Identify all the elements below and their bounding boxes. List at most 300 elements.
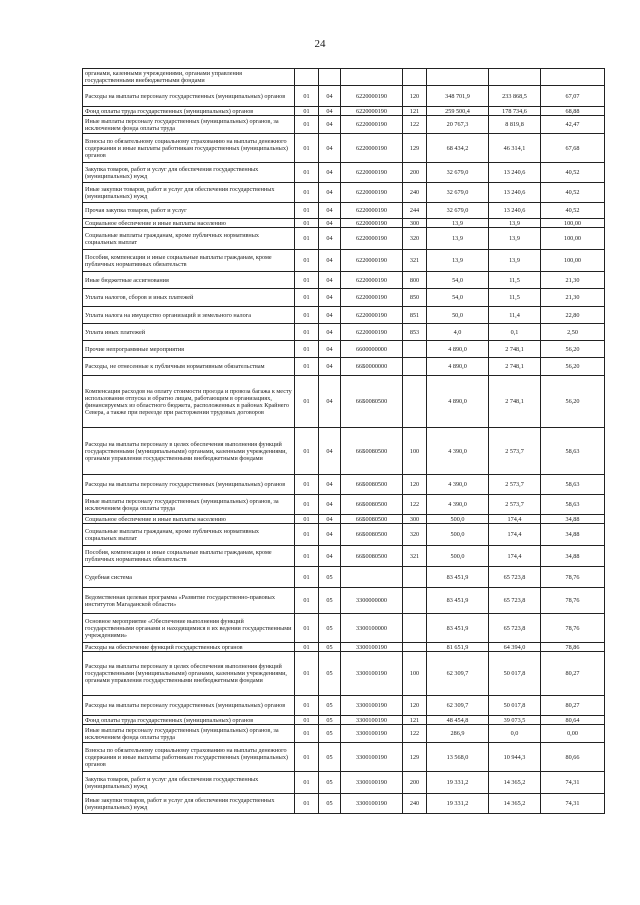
row-percent: 100,00	[541, 250, 605, 272]
row-approved: 348 701,9	[427, 86, 489, 107]
row-expense-type: 200	[403, 772, 427, 794]
row-executed: 65 723,8	[489, 614, 541, 643]
row-approved: 62 309,7	[427, 652, 489, 696]
row-executed: 13,9	[489, 250, 541, 272]
row-percent: 56,20	[541, 341, 605, 358]
row-subsection: 04	[319, 86, 341, 107]
table-row	[83, 716, 605, 725]
row-percent: 34,88	[541, 546, 605, 567]
row-section	[295, 69, 319, 86]
row-target-article: 66Б0080500	[341, 524, 403, 546]
table-row	[83, 183, 605, 203]
row-subsection: 05	[319, 794, 341, 814]
row-percent: 74,31	[541, 772, 605, 794]
table-row	[83, 588, 605, 614]
row-expense-type	[403, 643, 427, 652]
row-percent: 2,50	[541, 324, 605, 341]
row-target-article: 66Б0080500	[341, 475, 403, 495]
row-subsection: 05	[319, 588, 341, 614]
row-executed: 2 748,1	[489, 358, 541, 376]
row-percent: 56,20	[541, 376, 605, 428]
row-section: 01	[295, 289, 319, 307]
table-row	[83, 86, 605, 107]
row-expense-type: 851	[403, 307, 427, 324]
row-executed: 50 017,8	[489, 652, 541, 696]
row-approved: 13,9	[427, 219, 489, 228]
row-subsection: 05	[319, 643, 341, 652]
row-subsection: 04	[319, 272, 341, 289]
row-section: 01	[295, 272, 319, 289]
row-target-article: 66Б0080500	[341, 376, 403, 428]
row-approved: 13 568,0	[427, 743, 489, 772]
row-target-article: 6220000190	[341, 219, 403, 228]
row-section: 01	[295, 163, 319, 183]
table-row	[83, 743, 605, 772]
row-expense-type: 240	[403, 794, 427, 814]
row-executed: 50 017,8	[489, 696, 541, 716]
row-subsection: 04	[319, 546, 341, 567]
row-percent: 0,00	[541, 725, 605, 743]
row-expense-type: 122	[403, 495, 427, 515]
row-executed: 2 573,7	[489, 495, 541, 515]
table-row	[83, 289, 605, 307]
row-section: 01	[295, 515, 319, 524]
row-approved: 54,0	[427, 289, 489, 307]
row-section: 01	[295, 219, 319, 228]
row-target-article: 6220000190	[341, 203, 403, 219]
row-approved: 83 451,9	[427, 567, 489, 588]
row-target-article: 3300100190	[341, 652, 403, 696]
row-executed: 14 365,2	[489, 794, 541, 814]
row-executed: 14 365,2	[489, 772, 541, 794]
table-row	[83, 376, 605, 428]
row-subsection: 04	[319, 134, 341, 163]
row-approved: 4 890,0	[427, 376, 489, 428]
row-approved	[427, 69, 489, 86]
row-name: Иные выплаты персоналу государственных (муниципальных) органов, за исключением фонда оплаты труда	[83, 495, 295, 515]
row-section: 01	[295, 203, 319, 219]
row-expense-type	[403, 567, 427, 588]
row-executed: 13 240,6	[489, 163, 541, 183]
row-subsection: 04	[319, 324, 341, 341]
row-approved: 48 454,8	[427, 716, 489, 725]
row-expense-type	[403, 588, 427, 614]
table-row	[83, 250, 605, 272]
row-name: Компенсация расходов на оплату стоимости проезда и провоза багажа к месту использования отпуска и обратно лицам, работающим в организациях, финансируемых из областного бюджета, расположенных в районах Крайнего Севера, а также при переезде при расторжении трудовых договоров	[83, 376, 295, 428]
row-subsection: 04	[319, 515, 341, 524]
row-percent: 22,80	[541, 307, 605, 324]
row-name: Закупка товаров, работ и услуг для обеспечения государственных (муниципальных) нужд	[83, 163, 295, 183]
row-name: Иные выплаты персоналу государственных (муниципальных) органов, за исключением фонда оплаты труда	[83, 725, 295, 743]
row-expense-type: 300	[403, 515, 427, 524]
row-percent: 68,88	[541, 107, 605, 116]
row-expense-type: 100	[403, 652, 427, 696]
row-expense-type: 120	[403, 475, 427, 495]
row-section: 01	[295, 794, 319, 814]
row-expense-type: 122	[403, 725, 427, 743]
row-name: Расходы на выплаты персоналу государственных (муниципальных) органов	[83, 696, 295, 716]
row-name: Прочие непрограммные мероприятия	[83, 341, 295, 358]
table-row	[83, 358, 605, 376]
row-approved: 4 390,0	[427, 475, 489, 495]
row-subsection: 05	[319, 772, 341, 794]
row-name: Расходы на выплаты персоналу в целях обеспечения выполнения функций государственными (муниципальными) органами, казенными учреждениями, органами управления государственными внебюджетными фондами	[83, 428, 295, 475]
row-name: Расходы на выплаты персоналу государственных (муниципальных) органов	[83, 475, 295, 495]
row-section: 01	[295, 546, 319, 567]
table-row	[83, 495, 605, 515]
row-section: 01	[295, 107, 319, 116]
row-name: Закупка товаров, работ и услуг для обеспечения государственных (муниципальных) нужд	[83, 772, 295, 794]
row-approved: 259 500,4	[427, 107, 489, 116]
row-name: Расходы на обеспечение функций государственных органов	[83, 643, 295, 652]
row-section: 01	[295, 228, 319, 250]
row-subsection: 04	[319, 289, 341, 307]
row-target-article: 3300100190	[341, 725, 403, 743]
row-name: Расходы на выплаты персоналу в целях обеспечения выполнения функций государственными (муниципальными) органами, казенными учреждениями, органами управления государственными внебюджетными фондами	[83, 652, 295, 696]
row-approved: 13,9	[427, 228, 489, 250]
row-section: 01	[295, 524, 319, 546]
row-approved: 32 679,0	[427, 203, 489, 219]
row-executed: 2 748,1	[489, 376, 541, 428]
row-name: Судебная система	[83, 567, 295, 588]
row-percent: 40,52	[541, 163, 605, 183]
row-target-article: 66Б0080500	[341, 515, 403, 524]
row-subsection: 04	[319, 307, 341, 324]
row-section: 01	[295, 116, 319, 134]
row-section: 01	[295, 358, 319, 376]
row-expense-type: 320	[403, 228, 427, 250]
row-expense-type	[403, 376, 427, 428]
row-target-article: 66Б0000000	[341, 358, 403, 376]
table-row	[83, 116, 605, 134]
row-subsection: 04	[319, 376, 341, 428]
row-subsection: 04	[319, 183, 341, 203]
row-expense-type: 244	[403, 203, 427, 219]
row-executed: 2 748,1	[489, 341, 541, 358]
row-executed: 13,9	[489, 228, 541, 250]
row-target-article: 3300100190	[341, 696, 403, 716]
row-approved: 4,0	[427, 324, 489, 341]
row-approved: 32 679,0	[427, 183, 489, 203]
row-expense-type: 321	[403, 250, 427, 272]
row-expense-type	[403, 614, 427, 643]
row-approved: 500,0	[427, 524, 489, 546]
table-row	[83, 69, 605, 86]
table-row	[83, 725, 605, 743]
row-expense-type: 129	[403, 134, 427, 163]
row-name: Пособия, компенсации и иные социальные выплаты гражданам, кроме публичных нормативных обязательств	[83, 250, 295, 272]
row-approved: 68 434,2	[427, 134, 489, 163]
row-target-article: 6220000190	[341, 134, 403, 163]
table-row	[83, 515, 605, 524]
table-row	[83, 228, 605, 250]
row-name: Расходы на выплаты персоналу государственных (муниципальных) органов	[83, 86, 295, 107]
row-target-article: 6220000190	[341, 307, 403, 324]
row-section: 01	[295, 475, 319, 495]
row-executed: 233 868,5	[489, 86, 541, 107]
row-percent: 100,00	[541, 219, 605, 228]
row-executed: 65 723,8	[489, 588, 541, 614]
row-target-article: 3300100190	[341, 743, 403, 772]
table-row	[83, 696, 605, 716]
row-expense-type: 850	[403, 289, 427, 307]
table-row	[83, 134, 605, 163]
row-section: 01	[295, 341, 319, 358]
row-section: 01	[295, 696, 319, 716]
table-row	[83, 163, 605, 183]
row-expense-type: 853	[403, 324, 427, 341]
row-subsection: 05	[319, 614, 341, 643]
row-section: 01	[295, 743, 319, 772]
row-section: 01	[295, 376, 319, 428]
row-approved: 62 309,7	[427, 696, 489, 716]
row-subsection: 04	[319, 524, 341, 546]
row-percent: 40,52	[541, 203, 605, 219]
row-subsection: 05	[319, 652, 341, 696]
table-row	[83, 567, 605, 588]
row-executed: 13 240,6	[489, 183, 541, 203]
row-name: Фонд оплаты труда государственных (муниципальных) органов	[83, 107, 295, 116]
row-target-article	[341, 567, 403, 588]
row-approved: 500,0	[427, 546, 489, 567]
row-section: 01	[295, 250, 319, 272]
row-section: 01	[295, 428, 319, 475]
row-name: Иные бюджетные ассигнования	[83, 272, 295, 289]
row-name: Уплата иных платежей	[83, 324, 295, 341]
row-section: 01	[295, 134, 319, 163]
row-name: Расходы, не отнесенные к публичным нормативным обязательствам	[83, 358, 295, 376]
table-row	[83, 219, 605, 228]
row-percent: 21,30	[541, 289, 605, 307]
row-target-article: 3300100000	[341, 614, 403, 643]
row-subsection	[319, 69, 341, 86]
row-name: Прочая закупка товаров, работ и услуг	[83, 203, 295, 219]
row-target-article: 6220000190	[341, 183, 403, 203]
row-executed: 13,9	[489, 219, 541, 228]
row-executed: 178 734,6	[489, 107, 541, 116]
row-subsection: 04	[319, 116, 341, 134]
row-expense-type: 300	[403, 219, 427, 228]
row-section: 01	[295, 324, 319, 341]
row-executed: 11,4	[489, 307, 541, 324]
row-name: Ведомственная целевая программа «Развитие государственно-правовых институтов Магаданской области»	[83, 588, 295, 614]
table-body	[83, 69, 605, 814]
row-target-article: 6220000190	[341, 289, 403, 307]
row-target-article: 6220000190	[341, 228, 403, 250]
row-subsection: 04	[319, 475, 341, 495]
table-row	[83, 794, 605, 814]
row-percent: 42,47	[541, 116, 605, 134]
row-section: 01	[295, 614, 319, 643]
row-percent: 78,86	[541, 643, 605, 652]
row-executed: 10 944,3	[489, 743, 541, 772]
row-expense-type: 129	[403, 743, 427, 772]
row-percent	[541, 69, 605, 86]
row-expense-type: 122	[403, 116, 427, 134]
row-approved: 54,0	[427, 272, 489, 289]
row-percent: 21,30	[541, 272, 605, 289]
row-approved: 20 767,3	[427, 116, 489, 134]
row-target-article: 6220000190	[341, 272, 403, 289]
row-percent: 78,76	[541, 567, 605, 588]
row-approved: 81 651,9	[427, 643, 489, 652]
row-approved: 19 331,2	[427, 772, 489, 794]
row-name: Иные закупки товаров, работ и услуг для обеспечения государственных (муниципальных) нужд	[83, 183, 295, 203]
row-percent: 34,88	[541, 515, 605, 524]
row-name: Иные закупки товаров, работ и услуг для обеспечения государственных (муниципальных) нужд	[83, 794, 295, 814]
table-row	[83, 652, 605, 696]
row-subsection: 05	[319, 696, 341, 716]
row-target-article: 3300100190	[341, 794, 403, 814]
row-percent: 58,63	[541, 475, 605, 495]
row-target-article: 6220000190	[341, 324, 403, 341]
row-executed: 174,4	[489, 515, 541, 524]
row-executed: 65 723,8	[489, 567, 541, 588]
row-section: 01	[295, 716, 319, 725]
row-name: Взносы по обязательному социальному страхованию на выплаты денежного содержания и иные выплаты работникам государственных (муниципальных) органов	[83, 134, 295, 163]
table-row	[83, 107, 605, 116]
row-executed: 0,0	[489, 725, 541, 743]
row-subsection: 05	[319, 716, 341, 725]
row-target-article: 6600000000	[341, 341, 403, 358]
page-number: 24	[314, 38, 326, 50]
row-expense-type: 321	[403, 546, 427, 567]
table-row	[83, 272, 605, 289]
row-executed: 11,5	[489, 289, 541, 307]
row-approved: 13,9	[427, 250, 489, 272]
table-row	[83, 524, 605, 546]
row-name: органами, казенными учреждениями, органами управления государственными внебюджетными фондами	[83, 69, 295, 86]
row-approved: 4 390,0	[427, 428, 489, 475]
row-name: Социальные выплаты гражданам, кроме публичных нормативных социальных выплат	[83, 228, 295, 250]
row-percent: 58,63	[541, 428, 605, 475]
row-approved: 500,0	[427, 515, 489, 524]
row-target-article: 6220000190	[341, 250, 403, 272]
row-percent: 80,64	[541, 716, 605, 725]
row-name: Иные выплаты персоналу государственных (муниципальных) органов, за исключением фонда оплаты труда	[83, 116, 295, 134]
row-executed: 2 573,7	[489, 475, 541, 495]
table-row	[83, 341, 605, 358]
row-percent: 78,76	[541, 614, 605, 643]
row-subsection: 05	[319, 725, 341, 743]
row-target-article: 66Б0080500	[341, 428, 403, 475]
row-percent: 40,52	[541, 183, 605, 203]
row-executed: 39 073,5	[489, 716, 541, 725]
row-expense-type: 200	[403, 163, 427, 183]
row-target-article: 3300100190	[341, 716, 403, 725]
row-section: 01	[295, 86, 319, 107]
row-expense-type	[403, 358, 427, 376]
row-percent: 34,88	[541, 524, 605, 546]
row-executed: 13 240,6	[489, 203, 541, 219]
row-subsection: 04	[319, 203, 341, 219]
row-percent: 80,27	[541, 696, 605, 716]
row-expense-type: 100	[403, 428, 427, 475]
row-approved: 83 451,9	[427, 614, 489, 643]
row-section: 01	[295, 772, 319, 794]
row-target-article: 6220000190	[341, 86, 403, 107]
row-subsection: 04	[319, 495, 341, 515]
row-executed: 0,1	[489, 324, 541, 341]
row-section: 01	[295, 495, 319, 515]
row-expense-type: 120	[403, 86, 427, 107]
row-subsection: 04	[319, 341, 341, 358]
row-target-article: 66Б0080500	[341, 546, 403, 567]
row-name: Социальное обеспечение и иные выплаты населению	[83, 515, 295, 524]
row-approved: 4 890,0	[427, 341, 489, 358]
row-expense-type	[403, 341, 427, 358]
table-row	[83, 428, 605, 475]
row-target-article: 66Б0080500	[341, 495, 403, 515]
row-expense-type	[403, 69, 427, 86]
row-target-article	[341, 69, 403, 86]
row-executed: 8 819,8	[489, 116, 541, 134]
row-expense-type: 240	[403, 183, 427, 203]
row-name: Уплата налогов, сборов и иных платежей	[83, 289, 295, 307]
row-percent: 58,63	[541, 495, 605, 515]
row-percent: 67,07	[541, 86, 605, 107]
row-section: 01	[295, 652, 319, 696]
row-subsection: 05	[319, 567, 341, 588]
row-target-article: 3300000000	[341, 588, 403, 614]
table-row	[83, 643, 605, 652]
row-executed: 174,4	[489, 546, 541, 567]
row-name: Взносы по обязательному социальному страхованию на выплаты денежного содержания и иные выплаты работникам государственных (муниципальных) органов	[83, 743, 295, 772]
row-name: Социальные выплаты гражданам, кроме публичных нормативных социальных выплат	[83, 524, 295, 546]
row-approved: 4 390,0	[427, 495, 489, 515]
row-section: 01	[295, 307, 319, 324]
row-target-article: 6220000190	[341, 163, 403, 183]
row-subsection: 04	[319, 358, 341, 376]
row-approved: 286,9	[427, 725, 489, 743]
row-target-article: 6220000190	[341, 107, 403, 116]
row-subsection: 04	[319, 428, 341, 475]
row-executed: 174,4	[489, 524, 541, 546]
row-expense-type: 320	[403, 524, 427, 546]
row-approved: 50,0	[427, 307, 489, 324]
row-approved: 83 451,9	[427, 588, 489, 614]
table-row	[83, 307, 605, 324]
row-name: Фонд оплаты труда государственных (муниципальных) органов	[83, 716, 295, 725]
row-name: Пособия, компенсации и иные социальные выплаты гражданам, кроме публичных нормативных обязательств	[83, 546, 295, 567]
row-subsection: 04	[319, 228, 341, 250]
row-name: Основное мероприятие «Обеспечение выполнения функций государственными органами и находящимися в их ведении государственными учреждениями»	[83, 614, 295, 643]
table-row	[83, 614, 605, 643]
row-percent: 78,76	[541, 588, 605, 614]
table-row	[83, 324, 605, 341]
row-section: 01	[295, 588, 319, 614]
row-target-article: 3300100190	[341, 643, 403, 652]
row-approved: 4 890,0	[427, 358, 489, 376]
table-row	[83, 772, 605, 794]
row-subsection: 04	[319, 219, 341, 228]
row-executed	[489, 69, 541, 86]
row-executed: 2 573,7	[489, 428, 541, 475]
row-section: 01	[295, 567, 319, 588]
row-expense-type: 800	[403, 272, 427, 289]
row-approved: 32 679,0	[427, 163, 489, 183]
row-expense-type: 121	[403, 107, 427, 116]
row-percent: 56,20	[541, 358, 605, 376]
row-name: Уплата налога на имущество организаций и земельного налога	[83, 307, 295, 324]
row-percent: 67,68	[541, 134, 605, 163]
table-row	[83, 546, 605, 567]
row-section: 01	[295, 643, 319, 652]
row-executed: 11,5	[489, 272, 541, 289]
table-row	[83, 203, 605, 219]
row-target-article: 3300100190	[341, 772, 403, 794]
row-percent: 80,27	[541, 652, 605, 696]
